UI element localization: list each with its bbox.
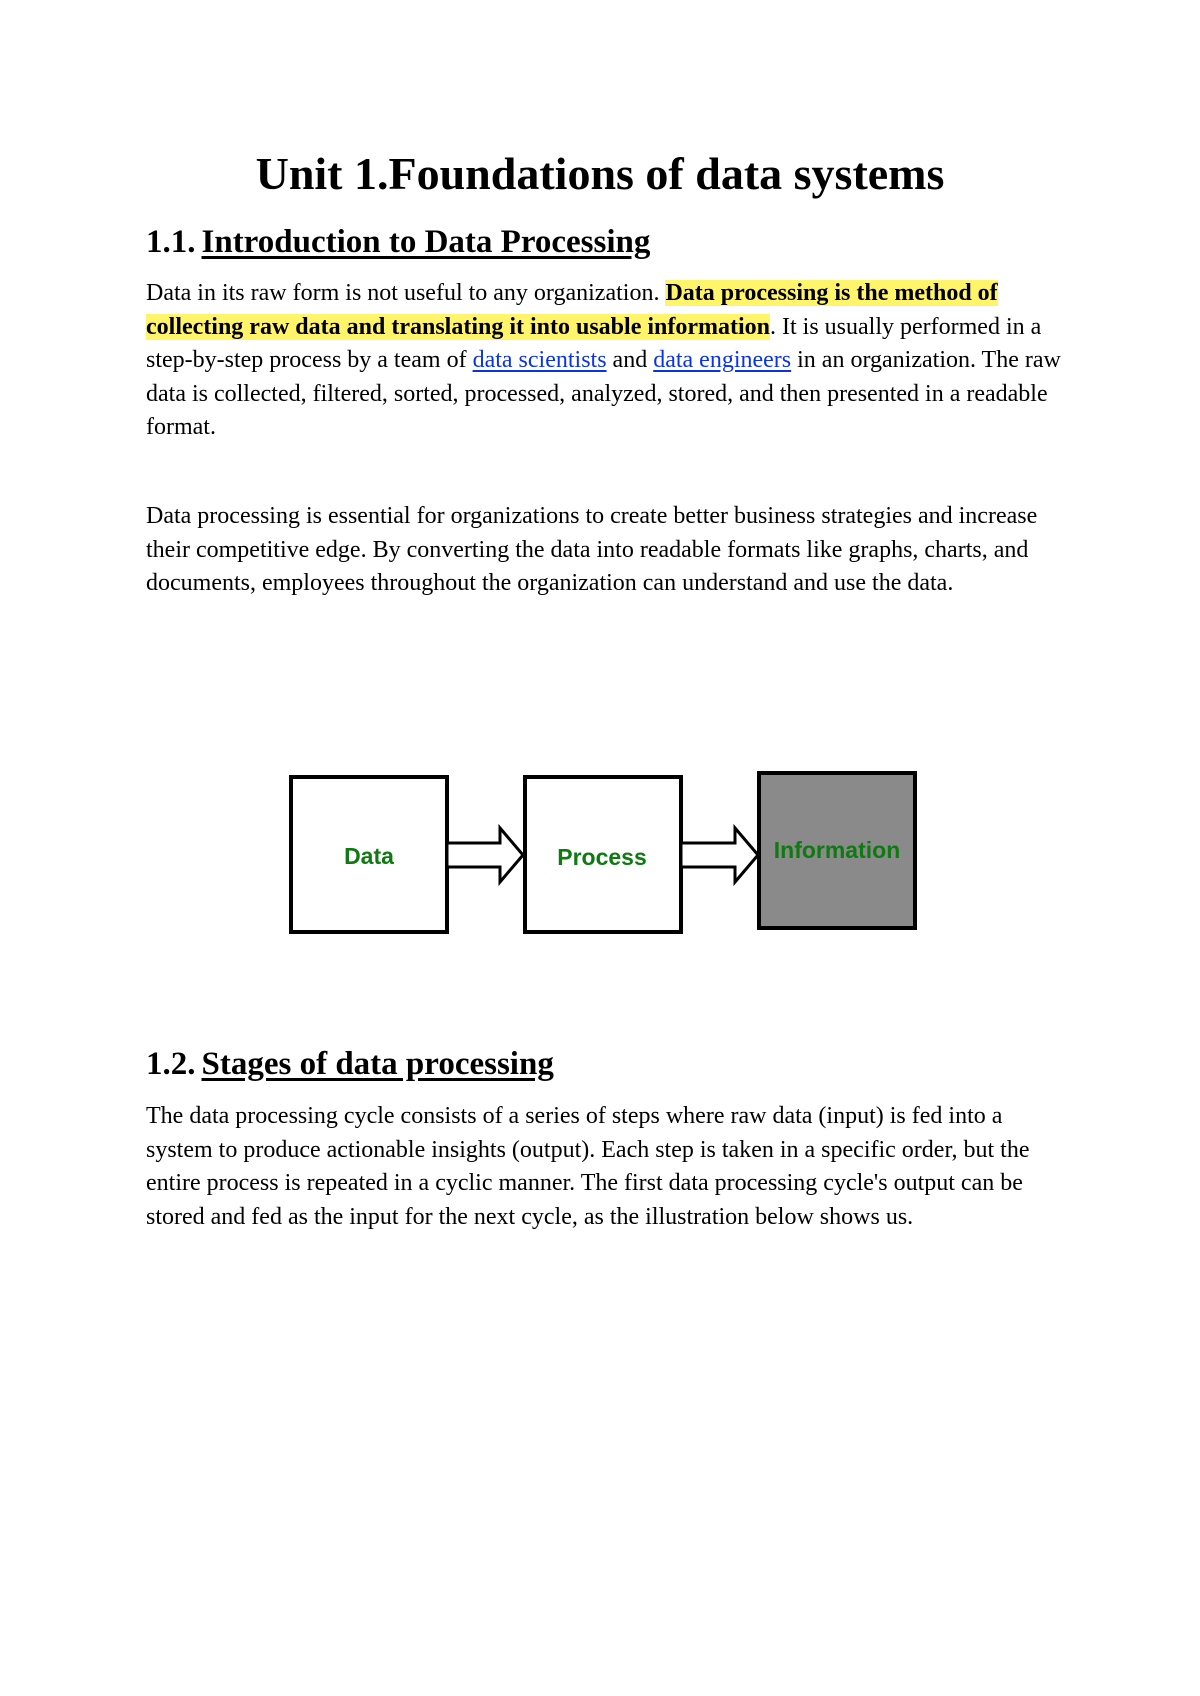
intro-paragraph-2: Data processing is essential for organizations to create better business strategies and increase their competitive edge. By converting the data into readable formats like graphs, charts, and documents, employees throughout the organization can understand and use the data. (146, 503, 1038, 596)
section-heading-text: Stages of data processing (201, 1046, 554, 1082)
text-run: . It is usually performed in a step-by-step process by a team of (146, 313, 1042, 373)
arrow-right-icon (447, 828, 523, 882)
section-number: 1.1. (146, 224, 196, 260)
stages-paragraph: The data processing cycle consists of a series of steps where raw data (input) is fed into a system to produce actionable insights (output). Each step is taken in a specific order, but the entire process is repeated in a cyclic manner. The first data processing cycle's output can be stored and fed as the input for the next cycle, as the illustration below shows us. (146, 1103, 1030, 1230)
section-number: 1.2. (146, 1046, 196, 1082)
data-box-label: Data (344, 843, 394, 869)
document-title: Unit 1.Foundations of data systems (255, 148, 945, 199)
arrow-right-icon (681, 828, 758, 882)
data-scientists-link[interactable]: data scientists (472, 347, 607, 373)
text-run: and (606, 347, 654, 373)
information-box-label: Information (773, 837, 901, 863)
data-engineers-link[interactable]: data engineers (653, 347, 792, 373)
text-run: in an organization. The raw data is collected, filtered, sorted, processed, analyzed, stored, and then presented in a readable format. (146, 347, 1061, 440)
section-heading-stages (146, 1044, 554, 1084)
section-heading-text: Introduction to Data Processing (201, 224, 651, 260)
section-heading-intro (146, 222, 650, 262)
data-process-information-diagram (280, 765, 920, 940)
text-run: Data in its raw form is not useful to any organization. (146, 280, 666, 306)
intro-paragraph-1 (146, 277, 1061, 445)
highlighted-definition: Data processing is the method of collecting raw data and translating it into usable information (146, 280, 998, 340)
process-box-label: Process (557, 844, 647, 870)
